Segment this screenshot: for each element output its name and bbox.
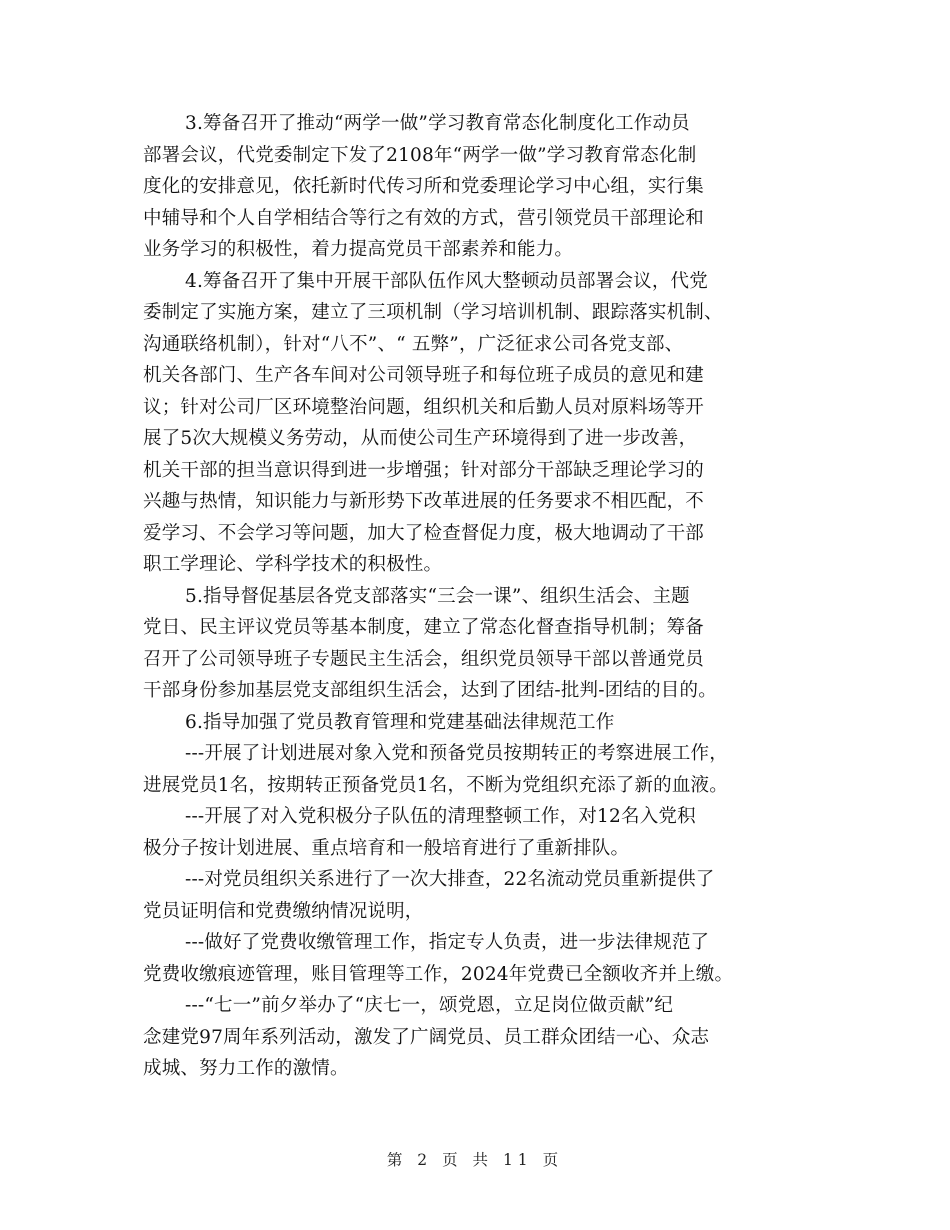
paragraph-line: 机关各部门、生产各车间对公司领导班子和每位班子成员的意见和建: [143, 365, 705, 386]
paragraph-first-line: 5.指导督促基层各党支部落实“三会一课”、组织生活会、主题: [185, 585, 690, 607]
paragraph-line: 干部身份参加基层党支部组织生活会，达到了团结-批判-团结的目的。: [143, 680, 717, 701]
paragraph-line: 兴趣与热情，知识能力与新形势下改革进展的任务要求不相匹配，不: [143, 491, 705, 512]
paragraph-line: 展了5次大规模义务劳动，从而使公司生产环境得到了进一步改善，: [143, 428, 698, 449]
paragraph-line: 沟通联络机制），针对“八不”、“ 五弊”，广泛征求公司各党支部、: [143, 333, 684, 355]
paragraph-first-line: ---开展了计划进展对象入党和预备党员按期转正的考察进展工作，: [185, 743, 728, 764]
paragraph-line: 进展党员1名，按期转正预备党员1名，不断为党组织充添了新的血液。: [143, 774, 728, 796]
paragraph-line: 委制定了实施方案，建立了三项机制（学习培训机制、跟踪落实机制、: [143, 302, 723, 323]
paragraph-first-line: 6.指导加强了党员教育管理和党建基础法律规范工作: [185, 711, 615, 733]
paragraph-line: 中辅导和个人自学相结合等行之有效的方式，营引领党员干部理论和: [143, 207, 705, 229]
paragraph-first-line: ---对党员组织关系进行了一次大排查，22名流动党员重新提供了: [185, 869, 715, 890]
paragraph-line: 度化的安排意见，依托新时代传习所和党委理论学习中心组，实行集: [143, 176, 705, 197]
paragraph-first-line: ---做好了党费收缴管理工作，指定专人负责，进一步法律规范了: [185, 932, 710, 953]
document-body: [143, 108, 813, 1085]
paragraph-line: 议；针对公司厂区环境整治问题，组织机关和后勤人员对原料场等开: [143, 396, 705, 418]
paragraph-first-line: ---开展了对入党积极分子队伍的清理整顿工作，对12名入党积: [185, 806, 696, 827]
paragraph-first-line: 3.筹备召开了推动“两学一做”学习教育常态化制度化工作动员: [185, 113, 690, 134]
paragraph-line: 爱学习、不会学习等问题，加大了检查督促力度，极大地调动了干部: [143, 522, 705, 544]
paragraph-first-line: ---“七一”前夕举办了“庆七一，颂党恩，立足岗位做贡献”纪: [185, 995, 674, 1016]
paragraph-line: 党费收缴痕迹管理，账目管理等工作，2024年党费已全额收齐并上缴。: [143, 963, 734, 985]
paragraph-first-line: 4.筹备召开了集中开展干部队伍作风大整顿动员部署会议，代党: [185, 270, 708, 292]
paragraph-line: 党日、民主评议党员等基本制度，建立了常态化督查指导机制；筹备: [143, 617, 705, 638]
page-footer: 第 2 页 共 11 页: [386, 1151, 564, 1169]
paragraph-line: 念建党97周年系列活动，激发了广阔党员、员工群众团结一心、众志: [143, 1026, 710, 1048]
paragraph-line: 部署会议，代党委制定下发了2108年“两学一做”学习教育常态化制: [143, 144, 697, 166]
paragraph-line: 党员证明信和党费缴纳情况说明，: [143, 900, 424, 922]
paragraph-line: 极分子按计划进展、重点培育和一般培育进行了重新排队。: [143, 837, 630, 859]
paragraph-line: 职工学理论、学科学技术的积极性。: [143, 554, 443, 575]
paragraph-line: 机关干部的担当意识得到进一步增强；针对部分干部缺乏理论学习的: [143, 459, 705, 481]
paragraph-line: 业务学习的积极性，着力提高党员干部素养和能力。: [143, 239, 574, 260]
paragraph-line: 成城、努力工作的激情。: [143, 1058, 349, 1079]
paragraph-line: 召开了公司领导班子专题民主生活会，组织党员领导干部以普通党员: [143, 648, 705, 670]
